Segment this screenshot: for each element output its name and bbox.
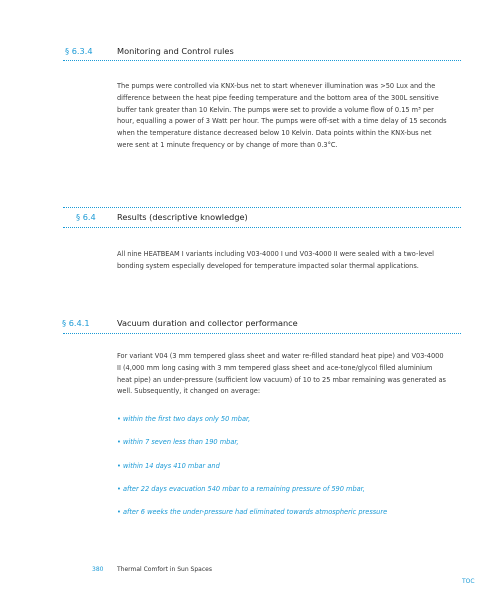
toc-link[interactable]: TOC	[462, 578, 475, 585]
list-item: • within 14 days 410 mbar and	[117, 462, 220, 470]
list-item: • after 22 days evacuation 540 mbar to a remaining pressure of 590 mbar,	[117, 485, 365, 493]
section-number: § 6.4	[76, 212, 96, 222]
section-divider	[63, 60, 461, 61]
list-item: • within the first two days only 50 mbar,	[117, 415, 251, 423]
section-number: § 6.3.4	[65, 46, 93, 56]
paragraph-vacuum: For variant V04 (3 mm tempered glass sheet and water re-filled standard heat pipe) and V03-4000 II (4,000 mm long casing with 3 mm tempered glass sheet and ace-tone/glycol filled aluminium heat pipe) an under-pressure (sufficient low vacuum) of 10 to 25 mbar remaining was generated as well. Subsequently, it changed on average:	[117, 352, 446, 396]
section-divider	[63, 333, 461, 334]
paragraph-monitoring: The pumps were controlled via KNX-bus net to start whenever illumination was >50 Lux and the difference between the heat pipe feeding temperature and the bottom area of the 300L sensitive buffer tank greater than 10 Kelvin. The pumps were set to provide a volume flow of 0.15 m³ per hour, equalling a power of 3 Watt per hour. The pumps were off-set with a time delay of 15 seconds when the temperature distance decreased below 10 Kelvin. Data points within the KNX-bus net were sent at 1 minute frequency or by change of more than 0.3°C.	[117, 82, 447, 149]
section-divider-top	[63, 207, 461, 208]
running-footer-title: Thermal Comfort in Sun Spaces	[117, 566, 212, 573]
section-number: § 6.4.1	[62, 318, 90, 328]
list-item: • after 6 weeks the under-pressure had eliminated towards atmospheric pressure	[117, 508, 388, 516]
section-title: Results (descriptive knowledge)	[117, 212, 248, 222]
page-number: 380	[92, 566, 104, 573]
list-item: • within 7 seven less than 190 mbar,	[117, 438, 239, 446]
paragraph-results: All nine HEATBEAM I variants including V03-4000 I und V03-4000 II were sealed with a two-level bonding system especially developed for temperature impacted solar thermal applications.	[117, 250, 435, 270]
section-title: Vacuum duration and collector performance	[117, 318, 298, 328]
section-title: Monitoring and Control rules	[117, 46, 234, 56]
section-divider	[63, 227, 461, 228]
